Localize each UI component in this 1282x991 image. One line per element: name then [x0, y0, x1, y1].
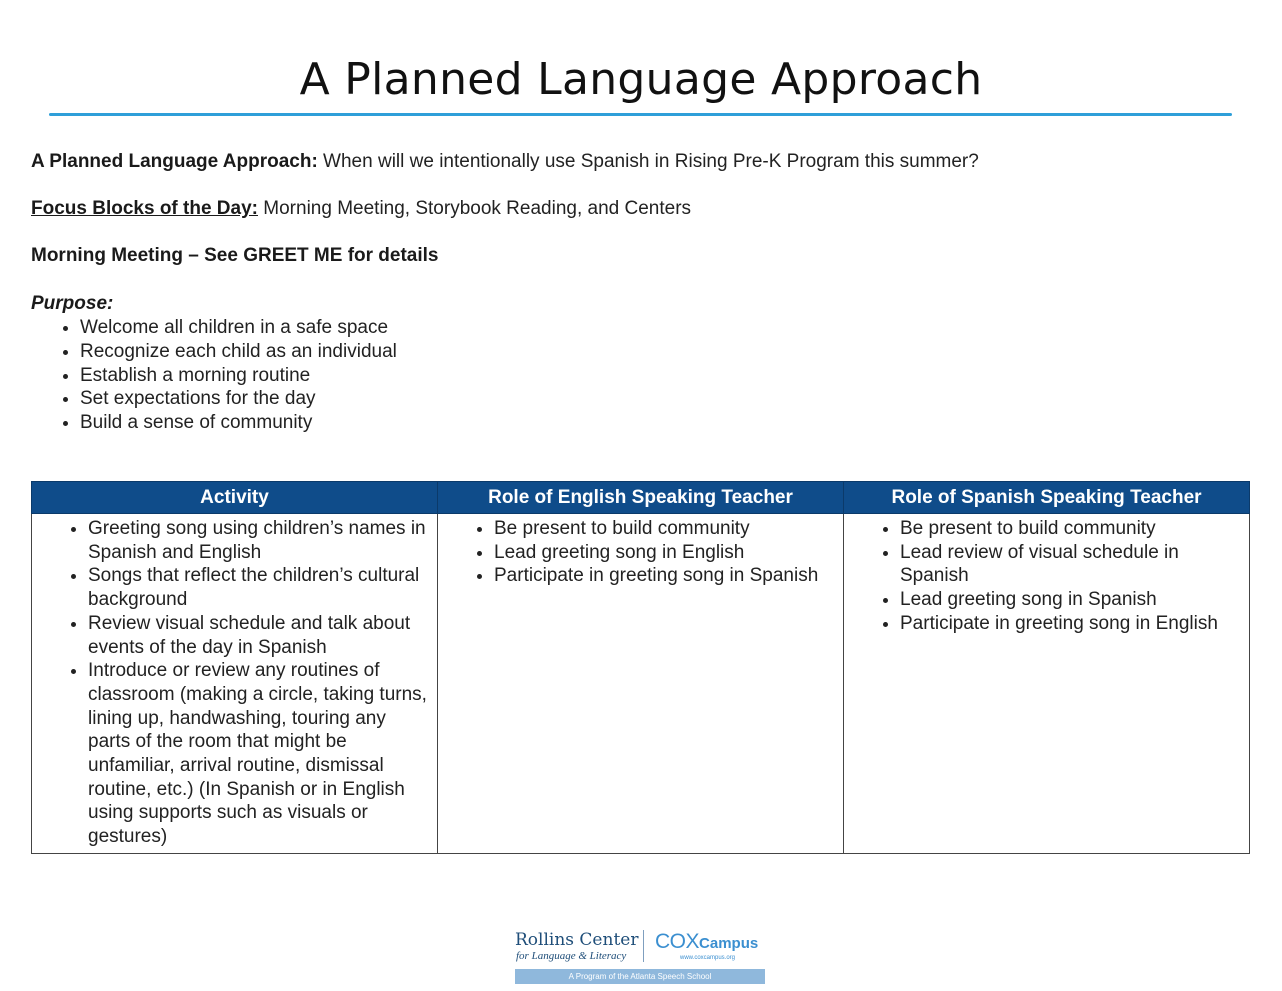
- cox-campus-url: www.coxcampus.org: [680, 955, 736, 961]
- title-underline: [49, 113, 1232, 116]
- english-role-item: • Be present to build community: [494, 517, 839, 541]
- program-banner: A Program of the Atlanta Speech School: [515, 969, 765, 984]
- purpose-label: Purpose:: [31, 293, 114, 314]
- cox-campus-logo: [655, 930, 758, 954]
- spanish-role-item: • Participate in greeting song in English: [900, 612, 1245, 636]
- english-role-item: • Participate in greeting song in Spanish: [494, 564, 839, 588]
- english-teacher-list: [442, 517, 839, 588]
- footer-logos: [514, 928, 766, 986]
- logo-divider: [643, 930, 644, 962]
- focus-line: [31, 197, 691, 221]
- spanish-teacher-cell: [844, 514, 1250, 854]
- focus-text: Morning Meeting, Storybook Reading, and Centers: [258, 198, 692, 219]
- rollins-center-subtitle: for Language & Literacy: [516, 950, 627, 962]
- spanish-role-item: • Lead review of visual schedule in Spanish: [900, 541, 1245, 588]
- spanish-teacher-list: [848, 517, 1245, 636]
- campus-wordmark: Campus: [699, 935, 759, 952]
- header-activity: Activity: [32, 482, 438, 514]
- activity-list: [36, 517, 433, 849]
- rollins-center-logo: Rollins Center: [515, 930, 639, 950]
- purpose-item: • Build a sense of community: [80, 411, 397, 435]
- purpose-item: • Establish a morning routine: [80, 364, 397, 388]
- intro-text: When will we intentionally use Spanish in Rising Pre-K Program this summer?: [317, 151, 979, 172]
- section-heading: Morning Meeting – See GREET ME for details: [31, 245, 439, 266]
- intro-line: [31, 150, 979, 174]
- purpose-item: • Recognize each child as an individual: [80, 340, 397, 364]
- purpose-item: • Welcome all children in a safe space: [80, 316, 397, 340]
- cox-mark: COX: [655, 930, 700, 953]
- activity-item: • Introduce or review any routines of classroom (making a circle, taking turns, lining up, handwashing, touring any parts of the room that might be unfamiliar, arrival routine, dismissal routine, etc.) (In Spanish or in English using supports such as visuals or gestures): [88, 659, 433, 849]
- header-english-teacher: Role of English Speaking Teacher: [438, 482, 844, 514]
- header-spanish-teacher: Role of Spanish Speaking Teacher: [844, 482, 1250, 514]
- activity-cell: [32, 514, 438, 854]
- english-teacher-cell: [438, 514, 844, 854]
- activity-item: • Songs that reflect the children’s cultural background: [88, 564, 433, 611]
- roles-table: [31, 481, 1250, 854]
- spanish-role-item: • Lead greeting song in Spanish: [900, 588, 1245, 612]
- intro-label: A Planned Language Approach:: [31, 151, 318, 172]
- spanish-role-item: • Be present to build community: [900, 517, 1245, 541]
- activity-item: • Greeting song using children’s names in Spanish and English: [88, 517, 433, 564]
- purpose-item: • Set expectations for the day: [80, 387, 397, 411]
- table-header-row: [32, 482, 1250, 514]
- page-title: A Planned Language Approach: [299, 54, 983, 105]
- activity-item: • Review visual schedule and talk about events of the day in Spanish: [88, 612, 433, 659]
- purpose-list: [31, 316, 397, 435]
- table-row: [32, 514, 1250, 854]
- english-role-item: • Lead greeting song in English: [494, 541, 839, 565]
- focus-label: Focus Blocks of the Day:: [31, 198, 258, 219]
